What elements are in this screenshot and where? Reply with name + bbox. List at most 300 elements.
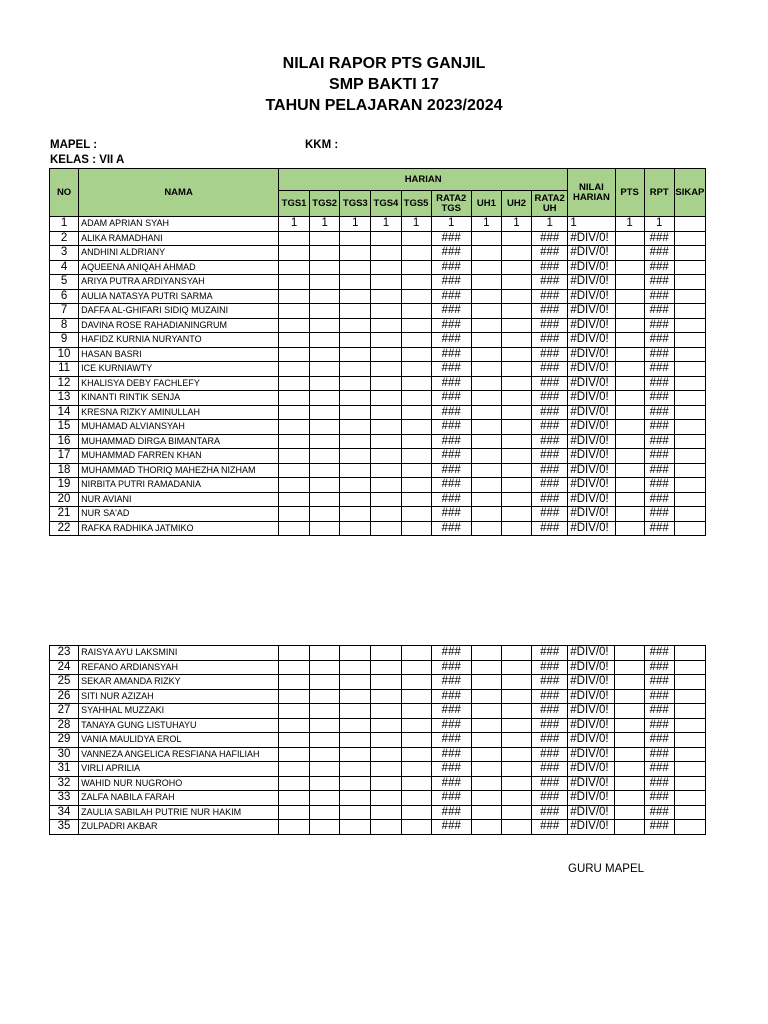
cell-tgs4 <box>371 405 401 420</box>
cell-tgs5 <box>401 420 431 435</box>
cell-nama: ZAULIA SABILAH PUTRIE NUR HAKIM <box>79 805 279 820</box>
cell-nilai-harian: #DIV/0! <box>568 478 615 493</box>
cell-nama: NIRBITA PUTRI RAMADANIA <box>79 478 279 493</box>
cell-nilai-harian: #DIV/0! <box>568 776 615 791</box>
cell-tgs3 <box>340 260 371 275</box>
cell-uh2 <box>501 507 531 522</box>
cell-sikap <box>674 820 705 835</box>
table-row <box>50 776 706 791</box>
cell-no: 28 <box>50 718 79 733</box>
table-row <box>50 434 706 449</box>
cell-tgs2 <box>310 805 340 820</box>
cell-tgs4 <box>371 347 401 362</box>
cell-rata2tgs: ### <box>431 704 471 719</box>
cell-tgs4 <box>371 492 401 507</box>
cell-uh1 <box>471 318 501 333</box>
cell-no: 11 <box>50 362 79 377</box>
cell-rata2tgs: ### <box>431 820 471 835</box>
cell-tgs5 <box>401 660 431 675</box>
cell-rpt: ### <box>644 463 674 478</box>
cell-rata2uh: ### <box>532 347 568 362</box>
school-name: SMP BAKTI 17 <box>329 76 439 93</box>
cell-nama: NUR SA'AD <box>79 507 279 522</box>
cell-no: 2 <box>50 231 79 246</box>
academic-year: TAHUN PELAJARAN 2023/2024 <box>265 97 503 114</box>
cell-uh2 <box>501 820 531 835</box>
cell-tgs1 <box>279 820 310 835</box>
cell-rata2tgs: ### <box>431 347 471 362</box>
cell-nama: HAFIDZ KURNIA NURYANTO <box>79 333 279 348</box>
cell-nilai-harian: #DIV/0! <box>568 805 615 820</box>
cell-nama: AQUEENA ANIQAH AHMAD <box>79 260 279 275</box>
cell-tgs4 <box>371 434 401 449</box>
cell-tgs5 <box>401 791 431 806</box>
cell-nama: AULIA NATASYA PUTRI SARMA <box>79 289 279 304</box>
cell-tgs2 <box>310 507 340 522</box>
kelas-label: KELAS : VII A <box>50 154 125 166</box>
cell-no: 29 <box>50 733 79 748</box>
cell-tgs4 <box>371 304 401 319</box>
cell-pts <box>615 704 644 719</box>
cell-nama: VANIA MAULIDYA EROL <box>79 733 279 748</box>
cell-tgs4 <box>371 689 401 704</box>
table-row <box>50 289 706 304</box>
cell-tgs5 <box>401 449 431 464</box>
cell-tgs5 <box>401 304 431 319</box>
cell-rata2tgs: ### <box>431 231 471 246</box>
cell-no: 24 <box>50 660 79 675</box>
table-row <box>50 304 706 319</box>
cell-sikap <box>674 376 705 391</box>
cell-pts <box>615 347 644 362</box>
cell-rpt: ### <box>644 791 674 806</box>
cell-tgs2 <box>310 275 340 290</box>
cell-pts <box>615 689 644 704</box>
cell-rata2tgs: ### <box>431 718 471 733</box>
cell-pts <box>615 747 644 762</box>
cell-tgs4 <box>371 660 401 675</box>
cell-uh2 <box>501 521 531 536</box>
cell-uh2 <box>501 304 531 319</box>
cell-uh2 <box>501 449 531 464</box>
col-tgs5: TGS5 <box>401 191 431 217</box>
cell-uh1 <box>471 304 501 319</box>
cell-tgs2 <box>310 304 340 319</box>
cell-sikap <box>674 733 705 748</box>
cell-rpt: ### <box>644 747 674 762</box>
cell-rata2tgs: ### <box>431 333 471 348</box>
cell-rpt: 1 <box>644 217 674 232</box>
cell-tgs2 <box>310 478 340 493</box>
cell-pts <box>615 362 644 377</box>
cell-pts <box>615 805 644 820</box>
cell-rpt: ### <box>644 420 674 435</box>
table-row <box>50 217 706 232</box>
cell-nama: MUHAMMAD DIRGA BIMANTARA <box>79 434 279 449</box>
cell-tgs4 <box>371 704 401 719</box>
cell-tgs4 <box>371 231 401 246</box>
cell-uh1 <box>471 260 501 275</box>
cell-no: 22 <box>50 521 79 536</box>
cell-nama: ICE KURNIAWTY <box>79 362 279 377</box>
cell-rpt: ### <box>644 675 674 690</box>
cell-rata2tgs: ### <box>431 434 471 449</box>
table-row <box>50 260 706 275</box>
cell-tgs5 <box>401 507 431 522</box>
cell-uh2 <box>501 478 531 493</box>
cell-tgs3 <box>340 704 371 719</box>
cell-tgs2 <box>310 747 340 762</box>
cell-tgs4 <box>371 420 401 435</box>
cell-uh1 <box>471 507 501 522</box>
cell-tgs2 <box>310 376 340 391</box>
cell-uh1 <box>471 704 501 719</box>
cell-tgs4 <box>371 507 401 522</box>
cell-tgs3 <box>340 660 371 675</box>
cell-tgs1 <box>279 362 310 377</box>
cell-nilai-harian: #DIV/0! <box>568 289 615 304</box>
cell-tgs1 <box>279 507 310 522</box>
cell-uh2 <box>501 776 531 791</box>
cell-sikap <box>674 521 705 536</box>
cell-sikap <box>674 478 705 493</box>
cell-rpt: ### <box>644 704 674 719</box>
cell-rpt: ### <box>644 362 674 377</box>
cell-rpt: ### <box>644 333 674 348</box>
cell-tgs5 <box>401 718 431 733</box>
cell-tgs2 <box>310 420 340 435</box>
cell-pts <box>615 391 644 406</box>
cell-nama: MUHAMMAD THORIQ MAHEZHA NIZHAM <box>79 463 279 478</box>
cell-nilai-harian: #DIV/0! <box>568 362 615 377</box>
cell-tgs1: 1 <box>279 217 310 232</box>
cell-tgs1 <box>279 333 310 348</box>
cell-tgs1 <box>279 275 310 290</box>
cell-rpt: ### <box>644 762 674 777</box>
cell-uh1 <box>471 478 501 493</box>
cell-sikap <box>674 718 705 733</box>
cell-nilai-harian: #DIV/0! <box>568 376 615 391</box>
cell-tgs2: 1 <box>310 217 340 232</box>
cell-nama: MUHAMMAD FARREN KHAN <box>79 449 279 464</box>
cell-tgs4 <box>371 376 401 391</box>
cell-nama: WAHID NUR NUGROHO <box>79 776 279 791</box>
col-nama: NAMA <box>79 169 279 217</box>
cell-tgs5 <box>401 704 431 719</box>
cell-rata2tgs: ### <box>431 376 471 391</box>
cell-nilai-harian: #DIV/0! <box>568 660 615 675</box>
cell-tgs5 <box>401 762 431 777</box>
cell-nilai-harian: #DIV/0! <box>568 521 615 536</box>
cell-no: 20 <box>50 492 79 507</box>
cell-tgs5 <box>401 805 431 820</box>
col-sikap: SIKAP <box>674 169 705 217</box>
cell-uh1 <box>471 675 501 690</box>
table-row <box>50 347 706 362</box>
cell-rata2tgs: ### <box>431 675 471 690</box>
cell-tgs1 <box>279 420 310 435</box>
cell-tgs4 <box>371 449 401 464</box>
cell-rpt: ### <box>644 260 674 275</box>
cell-uh2 <box>501 704 531 719</box>
cell-tgs1 <box>279 391 310 406</box>
cell-tgs1 <box>279 347 310 362</box>
cell-tgs1 <box>279 376 310 391</box>
cell-uh1 <box>471 492 501 507</box>
cell-tgs3 <box>340 776 371 791</box>
cell-pts <box>615 660 644 675</box>
col-rata2-uh: RATA2 UH <box>532 191 568 217</box>
cell-tgs5 <box>401 646 431 661</box>
cell-tgs3 <box>340 449 371 464</box>
cell-rata2tgs: ### <box>431 275 471 290</box>
cell-rata2uh: ### <box>532 449 568 464</box>
cell-nama: SITI NUR AZIZAH <box>79 689 279 704</box>
cell-tgs2 <box>310 231 340 246</box>
cell-rata2tgs: ### <box>431 492 471 507</box>
cell-pts <box>615 289 644 304</box>
cell-uh2 <box>501 675 531 690</box>
cell-tgs3 <box>340 521 371 536</box>
table-row <box>50 318 706 333</box>
cell-tgs4: 1 <box>371 217 401 232</box>
table-row <box>50 646 706 661</box>
cell-tgs2 <box>310 449 340 464</box>
cell-rata2tgs: ### <box>431 507 471 522</box>
cell-no: 25 <box>50 675 79 690</box>
cell-tgs4 <box>371 675 401 690</box>
cell-rata2uh: ### <box>532 420 568 435</box>
cell-nilai-harian: #DIV/0! <box>568 304 615 319</box>
cell-uh2 <box>501 791 531 806</box>
cell-tgs1 <box>279 449 310 464</box>
cell-pts <box>615 420 644 435</box>
cell-sikap <box>674 791 705 806</box>
cell-uh1 <box>471 362 501 377</box>
cell-rata2tgs: ### <box>431 260 471 275</box>
cell-rata2tgs: ### <box>431 791 471 806</box>
cell-tgs1 <box>279 492 310 507</box>
cell-tgs1 <box>279 463 310 478</box>
cell-rata2uh: ### <box>532 318 568 333</box>
cell-tgs3 <box>340 405 371 420</box>
cell-nilai-harian: #DIV/0! <box>568 391 615 406</box>
table-row <box>50 762 706 777</box>
cell-tgs4 <box>371 718 401 733</box>
cell-tgs2 <box>310 246 340 261</box>
cell-nilai-harian: #DIV/0! <box>568 820 615 835</box>
cell-rpt: ### <box>644 646 674 661</box>
cell-rata2tgs: ### <box>431 246 471 261</box>
cell-pts <box>615 507 644 522</box>
cell-tgs3 <box>340 733 371 748</box>
cell-pts <box>615 776 644 791</box>
cell-uh1 <box>471 347 501 362</box>
cell-nilai-harian: #DIV/0! <box>568 704 615 719</box>
cell-no: 10 <box>50 347 79 362</box>
cell-uh2 <box>501 289 531 304</box>
cell-tgs5 <box>401 776 431 791</box>
cell-tgs2 <box>310 260 340 275</box>
cell-nama: VIRLI APRILIA <box>79 762 279 777</box>
cell-tgs2 <box>310 660 340 675</box>
table-row <box>50 275 706 290</box>
cell-tgs5 <box>401 246 431 261</box>
cell-nama: HASAN BASRI <box>79 347 279 362</box>
cell-tgs5 <box>401 260 431 275</box>
cell-uh2 <box>501 391 531 406</box>
cell-tgs1 <box>279 434 310 449</box>
cell-tgs5 <box>401 733 431 748</box>
cell-rata2tgs: ### <box>431 747 471 762</box>
cell-sikap <box>674 762 705 777</box>
cell-tgs3 <box>340 492 371 507</box>
cell-sikap <box>674 347 705 362</box>
cell-tgs5: 1 <box>401 217 431 232</box>
cell-rpt: ### <box>644 304 674 319</box>
cell-uh1 <box>471 391 501 406</box>
cell-uh2 <box>501 347 531 362</box>
cell-sikap <box>674 689 705 704</box>
cell-tgs4 <box>371 820 401 835</box>
cell-no: 15 <box>50 420 79 435</box>
cell-rata2uh: ### <box>532 762 568 777</box>
cell-uh2 <box>501 275 531 290</box>
cell-sikap <box>674 646 705 661</box>
cell-no: 12 <box>50 376 79 391</box>
cell-tgs5 <box>401 463 431 478</box>
cell-uh1 <box>471 289 501 304</box>
cell-uh1 <box>471 333 501 348</box>
cell-rata2tgs: 1 <box>431 217 471 232</box>
cell-tgs4 <box>371 318 401 333</box>
cell-tgs3 <box>340 646 371 661</box>
cell-tgs1 <box>279 246 310 261</box>
cell-tgs2 <box>310 318 340 333</box>
cell-rata2tgs: ### <box>431 521 471 536</box>
cell-uh2 <box>501 689 531 704</box>
cell-tgs5 <box>401 492 431 507</box>
cell-tgs1 <box>279 405 310 420</box>
cell-uh1 <box>471 718 501 733</box>
cell-nama: SEKAR AMANDA RIZKY <box>79 675 279 690</box>
cell-tgs3 <box>340 333 371 348</box>
cell-sikap <box>674 260 705 275</box>
col-no: NO <box>50 169 79 217</box>
cell-tgs2 <box>310 776 340 791</box>
cell-tgs1 <box>279 733 310 748</box>
cell-tgs2 <box>310 646 340 661</box>
cell-sikap <box>674 405 705 420</box>
cell-nilai-harian: #DIV/0! <box>568 420 615 435</box>
cell-uh1 <box>471 231 501 246</box>
cell-nilai-harian: 1 <box>568 217 615 232</box>
cell-pts <box>615 318 644 333</box>
cell-rata2tgs: ### <box>431 776 471 791</box>
cell-sikap <box>674 660 705 675</box>
cell-rpt: ### <box>644 231 674 246</box>
cell-uh2 <box>501 492 531 507</box>
cell-tgs4 <box>371 333 401 348</box>
cell-tgs5 <box>401 521 431 536</box>
cell-no: 5 <box>50 275 79 290</box>
cell-tgs3 <box>340 304 371 319</box>
cell-no: 9 <box>50 333 79 348</box>
table-row <box>50 405 706 420</box>
cell-no: 6 <box>50 289 79 304</box>
cell-uh1 <box>471 791 501 806</box>
cell-nilai-harian: #DIV/0! <box>568 507 615 522</box>
cell-uh1 <box>471 762 501 777</box>
cell-no: 8 <box>50 318 79 333</box>
cell-rata2uh: ### <box>532 507 568 522</box>
cell-nama: ALIKA RAMADHANI <box>79 231 279 246</box>
cell-sikap <box>674 463 705 478</box>
cell-tgs5 <box>401 347 431 362</box>
cell-nama: KRESNA RIZKY AMINULLAH <box>79 405 279 420</box>
cell-tgs1 <box>279 318 310 333</box>
table-row <box>50 391 706 406</box>
table-row <box>50 376 706 391</box>
table-row <box>50 718 706 733</box>
cell-rata2uh: ### <box>532 805 568 820</box>
cell-no: 4 <box>50 260 79 275</box>
cell-rpt: ### <box>644 776 674 791</box>
cell-sikap <box>674 275 705 290</box>
cell-tgs3 <box>340 246 371 261</box>
cell-uh1 <box>471 420 501 435</box>
cell-rpt: ### <box>644 246 674 261</box>
table-row <box>50 507 706 522</box>
cell-tgs5 <box>401 333 431 348</box>
cell-rata2tgs: ### <box>431 318 471 333</box>
cell-pts <box>615 304 644 319</box>
table-row <box>50 492 706 507</box>
cell-sikap <box>674 434 705 449</box>
cell-tgs3 <box>340 391 371 406</box>
cell-sikap <box>674 362 705 377</box>
cell-nilai-harian: #DIV/0! <box>568 333 615 348</box>
table-row <box>50 449 706 464</box>
col-pts: PTS <box>615 169 644 217</box>
cell-uh2 <box>501 231 531 246</box>
cell-rpt: ### <box>644 660 674 675</box>
cell-tgs1 <box>279 718 310 733</box>
cell-tgs1 <box>279 805 310 820</box>
cell-uh2 <box>501 246 531 261</box>
cell-rata2tgs: ### <box>431 449 471 464</box>
cell-rata2uh: ### <box>532 260 568 275</box>
cell-sikap <box>674 217 705 232</box>
cell-tgs4 <box>371 733 401 748</box>
cell-tgs1 <box>279 762 310 777</box>
cell-rata2uh: ### <box>532 718 568 733</box>
cell-pts <box>615 246 644 261</box>
cell-nilai-harian: #DIV/0! <box>568 231 615 246</box>
table-row <box>50 246 706 261</box>
cell-no: 26 <box>50 689 79 704</box>
cell-tgs5 <box>401 289 431 304</box>
cell-tgs2 <box>310 347 340 362</box>
cell-tgs4 <box>371 805 401 820</box>
cell-pts <box>615 733 644 748</box>
cell-tgs1 <box>279 231 310 246</box>
cell-uh2 <box>501 333 531 348</box>
cell-tgs4 <box>371 747 401 762</box>
cell-tgs1 <box>279 521 310 536</box>
cell-sikap <box>674 304 705 319</box>
cell-tgs1 <box>279 747 310 762</box>
